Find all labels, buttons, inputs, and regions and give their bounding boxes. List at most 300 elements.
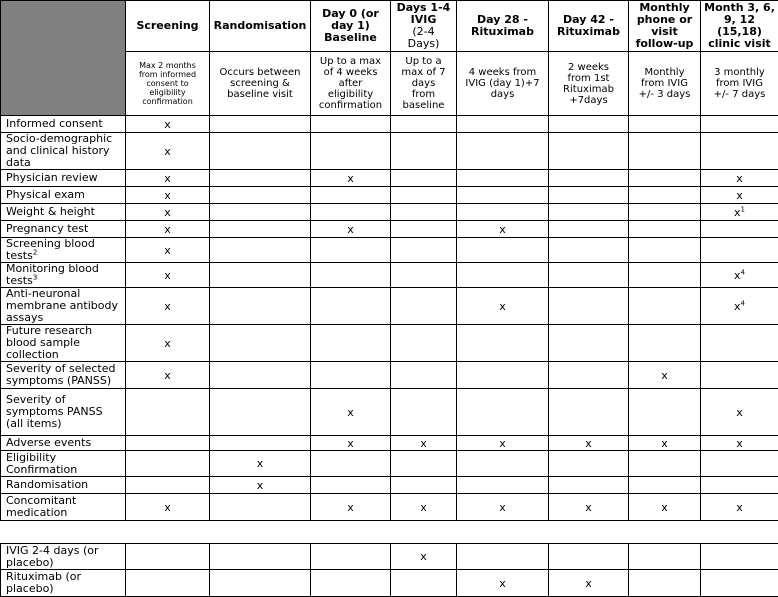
- schedule-cell: [391, 133, 457, 170]
- table-row: [1, 436, 778, 451]
- column-description-line: Monthly: [644, 67, 685, 78]
- column-header-line: Monthly: [639, 1, 690, 14]
- schedule-cell: [126, 263, 210, 288]
- column-description-line: baseline visit: [227, 89, 293, 100]
- row-label: [1, 544, 126, 570]
- schedule-cell: [701, 133, 778, 170]
- column-description: [457, 52, 549, 116]
- schedule-cell: [457, 116, 549, 133]
- table-row: [1, 362, 778, 389]
- column-description: [629, 52, 701, 116]
- schedule-cell: [457, 436, 549, 451]
- schedule-cell: [210, 187, 311, 204]
- cell-mark: x: [734, 268, 741, 282]
- schedule-cell: [457, 477, 549, 494]
- cell-mark: x: [736, 500, 743, 514]
- row-label-line: symptoms PANSS: [6, 405, 103, 418]
- column-header-line: Day 42 -: [563, 13, 614, 26]
- schedule-cell: [126, 170, 210, 187]
- schedule-cell: [210, 494, 311, 521]
- table-row: [1, 221, 778, 238]
- row-label-line: Rituximab (or: [6, 570, 82, 583]
- schedule-cell: [311, 451, 391, 477]
- schedule-cell: [701, 544, 778, 570]
- schedule-cell: [126, 389, 210, 436]
- column-description: [549, 52, 629, 116]
- schedule-cell: [391, 288, 457, 325]
- column-header: [391, 1, 457, 52]
- footnote-marker: 3: [32, 273, 38, 282]
- row-label-line: Weight & height: [6, 205, 95, 218]
- schedule-cell: [391, 116, 457, 133]
- schedule-cell: [549, 238, 629, 263]
- schedule-cell: [701, 187, 778, 204]
- schedule-cell: [210, 362, 311, 389]
- schedule-cell: [126, 288, 210, 325]
- cell-mark: x: [661, 436, 668, 450]
- cell-mark: x: [499, 222, 506, 236]
- row-label: [1, 362, 126, 389]
- row-label-line: medication: [6, 506, 68, 519]
- schedule-cell: [549, 451, 629, 477]
- column-description-line: Rituximab: [563, 83, 614, 95]
- cell-mark: x: [585, 576, 592, 590]
- schedule-cell: [391, 477, 457, 494]
- schedule-cell: [210, 221, 311, 238]
- cell-mark: x: [256, 478, 264, 492]
- schedule-cell: [629, 477, 701, 494]
- schedule-cell: [549, 116, 629, 133]
- row-label-line: Pregnancy test: [6, 222, 89, 235]
- cell-mark: x: [164, 188, 171, 202]
- cell-mark: x: [347, 405, 354, 419]
- column-header-line: phone or: [636, 13, 693, 26]
- schedule-cell: [457, 133, 549, 170]
- column-description-line: consent to: [146, 79, 189, 88]
- column-header-line: 9, 12: [724, 13, 755, 26]
- cell-mark: x: [164, 243, 171, 257]
- schedule-cell: [210, 116, 311, 133]
- cell-mark: x: [164, 117, 171, 131]
- schedule-cell: [126, 221, 210, 238]
- row-label-line: Eligibility: [6, 450, 57, 464]
- column-header-line: Days): [407, 37, 440, 50]
- schedule-cell: [311, 494, 391, 521]
- schedule-cell: [701, 389, 778, 436]
- column-description-line: IVIG (day 1)+7: [465, 78, 540, 89]
- column-description-line: 2 weeks: [567, 61, 610, 73]
- row-label: [1, 204, 126, 221]
- column-header-line: Rituximab: [557, 25, 620, 38]
- column-description-line: +7days: [569, 94, 608, 106]
- schedule-cell: [126, 544, 210, 570]
- column-header-line: Day 28 -: [477, 13, 528, 26]
- schedule-cell: [629, 263, 701, 288]
- row-label-line: Adverse events: [6, 436, 92, 449]
- schedule-cell: [629, 494, 701, 521]
- cell-mark: x: [347, 222, 354, 236]
- table-row: [1, 288, 778, 325]
- column-description-line: Occurs between: [219, 67, 301, 78]
- schedule-cell: [311, 170, 391, 187]
- cell-mark: x: [499, 299, 506, 313]
- column-description-line: eligibility: [149, 88, 186, 97]
- column-description-line: +/- 7 days: [713, 89, 766, 100]
- cell-mark: x: [736, 436, 743, 450]
- row-label: [1, 436, 126, 451]
- column-description-line: confirmation: [142, 97, 193, 106]
- schedule-cell: [457, 238, 549, 263]
- column-header-line: (2-4: [412, 25, 435, 38]
- row-label-line: tests: [6, 274, 33, 287]
- table-row: [1, 389, 778, 436]
- schedule-cell: [126, 477, 210, 494]
- schedule-cell: [311, 187, 391, 204]
- schedule-cell: [210, 436, 311, 451]
- cell-mark: x: [420, 550, 427, 563]
- column-description-line: Max 2 months: [139, 61, 196, 70]
- footnote-marker: 4: [740, 298, 745, 307]
- table-row: [1, 187, 778, 204]
- schedule-cell: [457, 494, 549, 521]
- schedule-cell: [701, 451, 778, 477]
- row-label: [1, 116, 126, 133]
- schedule-cell: [210, 544, 311, 570]
- schedule-cell: [391, 325, 457, 362]
- footnote-marker: 1: [740, 204, 745, 213]
- row-label-line: and clinical history: [6, 144, 110, 157]
- schedule-cell: [701, 570, 778, 597]
- schedule-cell: [391, 221, 457, 238]
- row-label-line: assays: [6, 311, 44, 324]
- column-description-line: of 4 weeks: [323, 67, 378, 78]
- table-row: [1, 477, 778, 494]
- schedule-cell: [629, 362, 701, 389]
- column-header: [701, 1, 778, 52]
- schedule-cell: [391, 238, 457, 263]
- schedule-cell: [629, 325, 701, 362]
- schedule-cell: [701, 238, 778, 263]
- schedule-cell: [629, 133, 701, 170]
- schedule-cell: [701, 170, 778, 187]
- schedule-cell: [629, 288, 701, 325]
- cell-mark: x: [499, 576, 506, 590]
- row-label-line: Concomitant: [6, 494, 77, 507]
- cell-mark: x: [347, 436, 354, 450]
- row-label: [1, 133, 126, 170]
- column-header: [311, 1, 391, 52]
- schedule-cell: [311, 204, 391, 221]
- cell-mark: x: [164, 144, 171, 158]
- column-description-line: screening &: [230, 78, 290, 89]
- column-header: [457, 1, 549, 52]
- schedule-cell: [210, 477, 311, 494]
- schedule-cell: [549, 325, 629, 362]
- column-header: [629, 1, 701, 52]
- schedule-cell: [549, 263, 629, 288]
- row-label-line: Confirmation: [6, 462, 78, 476]
- table-row: [1, 570, 778, 597]
- schedule-cell: [311, 325, 391, 362]
- treatment-table: [0, 543, 778, 597]
- schedule-cell: [629, 221, 701, 238]
- schedule-cell: [391, 494, 457, 521]
- column-description-line: from 1st: [567, 72, 610, 84]
- column-description-line: from informed: [138, 70, 197, 79]
- column-description: [311, 52, 391, 116]
- schedule-cell: [457, 204, 549, 221]
- schedule-cell: [457, 451, 549, 477]
- schedule-cell: [701, 204, 778, 221]
- schedule-cell: [311, 238, 391, 263]
- row-label-line: (all items): [6, 417, 62, 430]
- schedule-cell: [549, 477, 629, 494]
- column-header: [210, 1, 311, 52]
- schedule-cell: [126, 436, 210, 451]
- row-label-line: blood sample: [6, 336, 80, 349]
- column-description-line: from IVIG: [641, 78, 688, 89]
- schedule-cell: [549, 187, 629, 204]
- column-description: [391, 52, 457, 116]
- row-label-line: Severity of: [6, 393, 66, 406]
- column-description-line: 3 monthly: [714, 67, 765, 78]
- schedule-cell: [629, 170, 701, 187]
- schedule-cell: [549, 389, 629, 436]
- column-header-line: visit: [651, 25, 678, 38]
- row-label-line: placebo): [6, 555, 54, 569]
- schedule-cell: [549, 204, 629, 221]
- row-label-line: placebo): [6, 582, 54, 595]
- schedule-cell: [701, 325, 778, 362]
- schedule-cell: [391, 362, 457, 389]
- schedule-cell: [126, 494, 210, 521]
- footnote-marker: 2: [32, 248, 38, 257]
- cell-mark: x: [164, 500, 171, 514]
- cell-mark: x: [585, 500, 592, 514]
- schedule-cell: [391, 263, 457, 288]
- table-row: [1, 494, 778, 521]
- schedule-cell: [629, 570, 701, 597]
- row-label: [1, 187, 126, 204]
- schedule-cell: [210, 204, 311, 221]
- schedule-cell: [210, 389, 311, 436]
- column-description-line: max of 7: [401, 67, 446, 78]
- schedule-cell: [701, 494, 778, 521]
- table-row: [1, 116, 778, 133]
- row-label-line: membrane antibody: [6, 299, 118, 312]
- column-header-line: clinic visit: [708, 37, 771, 50]
- table-row: [1, 544, 778, 570]
- header-corner: [1, 1, 126, 116]
- cell-mark: x: [164, 336, 171, 350]
- schedule-cell: [311, 544, 391, 570]
- row-label: [1, 263, 126, 288]
- row-label-line: Physician review: [6, 171, 98, 184]
- schedule-cell: [311, 116, 391, 133]
- row-label: [1, 570, 126, 597]
- row-label: [1, 170, 126, 187]
- schedule-cell: [391, 187, 457, 204]
- schedule-cell: [210, 325, 311, 362]
- schedule-cell: [629, 238, 701, 263]
- column-header-line: Day 0 (or: [322, 7, 379, 20]
- row-label: [1, 477, 126, 494]
- schedule-cell: [126, 204, 210, 221]
- column-header: [126, 1, 210, 52]
- row-label-line: Severity of selected: [6, 362, 116, 375]
- schedule-cell: [391, 204, 457, 221]
- table-row: [1, 133, 778, 170]
- row-label: [1, 325, 126, 362]
- schedule-cell: [457, 221, 549, 238]
- schedule-cell: [210, 170, 311, 187]
- column-header-line: Rituximab: [471, 25, 534, 38]
- table-row: [1, 325, 778, 362]
- schedule-cell: [126, 133, 210, 170]
- cell-mark: x: [164, 222, 171, 236]
- column-description-line: Up to a max: [319, 56, 382, 67]
- row-label: [1, 389, 126, 436]
- schedule-cell: [629, 116, 701, 133]
- row-label-line: IVIG 2-4 days (or: [6, 543, 99, 557]
- schedule-cell: [126, 325, 210, 362]
- schedule-cell: [210, 451, 311, 477]
- row-label-line: Monitoring blood: [6, 262, 99, 275]
- schedule-cell: [457, 570, 549, 597]
- cell-mark: x: [420, 436, 427, 450]
- row-label-line: tests: [6, 249, 33, 262]
- row-label: [1, 238, 126, 263]
- column-description-line: after: [338, 78, 363, 89]
- cell-mark: x: [736, 188, 743, 202]
- column-header-line: Randomisation: [213, 19, 307, 32]
- schedule-cell: [629, 204, 701, 221]
- cell-mark: x: [347, 500, 354, 514]
- schedule-cell: [391, 170, 457, 187]
- column-description-line: days: [411, 78, 436, 89]
- row-label-line: Future research: [6, 324, 93, 337]
- schedule-cell: [311, 362, 391, 389]
- cell-mark: x: [736, 405, 743, 419]
- column-description-line: baseline: [402, 100, 445, 111]
- schedule-cell: [126, 362, 210, 389]
- table-row: [1, 204, 778, 221]
- column-header-line: Baseline: [324, 31, 377, 44]
- schedule-cell: [311, 221, 391, 238]
- cell-mark: x: [734, 299, 741, 313]
- column-description-line: from IVIG: [716, 78, 763, 89]
- row-label-line: collection: [6, 348, 59, 361]
- schedule-cell: [210, 238, 311, 263]
- schedule-cell: [311, 570, 391, 597]
- schedule-cell: [549, 362, 629, 389]
- cell-mark: x: [499, 500, 506, 514]
- column-header-line: follow-up: [635, 37, 694, 50]
- cell-mark: x: [347, 171, 354, 185]
- schedule-cell: [391, 544, 457, 570]
- schedule-cell: [457, 170, 549, 187]
- cell-mark: x: [661, 500, 668, 514]
- schedule-cell: [629, 544, 701, 570]
- schedule-cell: [457, 362, 549, 389]
- schedule-cell: [457, 544, 549, 570]
- cell-mark: x: [736, 171, 743, 185]
- table-row: [1, 170, 778, 187]
- cell-mark: x: [734, 205, 741, 219]
- schedule-cell: [629, 389, 701, 436]
- schedule-cell: [549, 221, 629, 238]
- row-label-line: Randomisation: [6, 478, 89, 491]
- column-header-line: (15,18): [717, 25, 762, 38]
- cell-mark: x: [164, 171, 171, 185]
- schedule-cell: [549, 133, 629, 170]
- schedule-cell: [701, 362, 778, 389]
- schedule-cell: [549, 494, 629, 521]
- schedule-cell: [126, 451, 210, 477]
- schedule-cell: [629, 436, 701, 451]
- schedule-cell: [701, 221, 778, 238]
- schedule-cell: [311, 436, 391, 451]
- row-label: [1, 288, 126, 325]
- column-header-line: day 1): [331, 19, 370, 32]
- schedule-cell: [457, 389, 549, 436]
- column-description: [210, 52, 311, 116]
- column-header-line: Month 3, 6,: [704, 1, 775, 14]
- schedule-cell: [126, 116, 210, 133]
- schedule-cell: [549, 170, 629, 187]
- schedule-cell: [126, 187, 210, 204]
- row-label: [1, 221, 126, 238]
- schedule-cell: [391, 389, 457, 436]
- schedule-cell: [629, 187, 701, 204]
- cell-mark: x: [164, 368, 171, 382]
- cell-mark: x: [585, 436, 592, 450]
- schedule-cell: [549, 288, 629, 325]
- schedule-cell: [701, 436, 778, 451]
- column-description-line: eligibility: [327, 89, 374, 100]
- schedule-cell: [549, 544, 629, 570]
- row-label-line: Socio-demographic: [6, 132, 113, 145]
- schedule-cell: [210, 288, 311, 325]
- cell-mark: x: [164, 299, 171, 313]
- schedule-cell: [701, 116, 778, 133]
- schedule-cell: [457, 187, 549, 204]
- row-label-line: Informed consent: [6, 117, 103, 130]
- schedule-cell: [311, 477, 391, 494]
- schedule-cell: [210, 263, 311, 288]
- row-label: [1, 494, 126, 521]
- column-description-line: from: [411, 89, 436, 100]
- schedule-cell: [126, 238, 210, 263]
- schedule-cell: [549, 570, 629, 597]
- row-label-line: data: [6, 156, 31, 169]
- column-header-line: IVIG: [410, 13, 437, 26]
- schedule-cell: [311, 133, 391, 170]
- schedule-cell: [391, 570, 457, 597]
- column-header-line: Days 1-4: [396, 1, 451, 14]
- schedule-cell: [457, 325, 549, 362]
- column-header: [549, 1, 629, 52]
- schedule-cell: [701, 263, 778, 288]
- column-description-line: Up to a: [405, 56, 442, 67]
- footnote-marker: 4: [740, 267, 745, 276]
- column-description-line: 4 weeks from: [468, 67, 537, 78]
- column-description: [701, 52, 778, 116]
- cell-mark: x: [661, 368, 668, 382]
- header-row: [1, 1, 778, 52]
- column-description-line: days: [490, 89, 515, 100]
- schedule-cell: [457, 263, 549, 288]
